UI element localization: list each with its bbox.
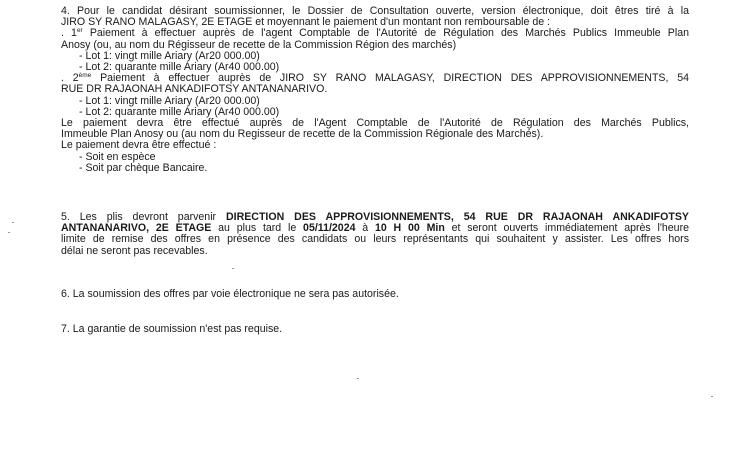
deadline-time: 10 H 00 Min <box>374 222 445 235</box>
deadline-prefix: au plus tard le <box>211 222 304 235</box>
payment-2-lot-1: - Lot 1: vingt mille Ariary (Ar20 000.00) <box>79 94 260 107</box>
scan-speck <box>711 396 713 397</box>
opening-text: et seront ouverts immédiatement après l'heure <box>444 222 689 235</box>
payment-2-lot-2: - Lot 2: quarante mille Ariary (Ar40 000.00) <box>79 105 280 118</box>
scan-speck <box>232 268 234 269</box>
payment-1-ordinal: er <box>76 27 83 35</box>
section-4-location: JIRO SY RANO MALAGASY, 2E ETAGE et moyennant le paiement d'un montant non remboursable de : <box>61 16 550 29</box>
payment-2-ordinal: ème <box>78 72 92 80</box>
payment-1-lot-2: - Lot 2: quarante mille Ariary (Ar40 000.00) <box>79 61 280 74</box>
delivery-address-city: ANTANANARIVO, 2E ETAGE <box>61 222 212 235</box>
payment-method-cheque: - Soit par chèque Bancaire. <box>79 161 208 174</box>
payment-method-heading: Le paiement devra être effectué : <box>61 139 217 152</box>
deadline-at: à <box>355 222 375 235</box>
payment-2-text: Paiement à effectuer auprès de JIRO SY RANO MALAGASY, DIRECTION DES APPROVISIONNEMENTS, 54 <box>91 72 690 85</box>
section-5-line-4: délai ne seront pas recevables. <box>61 244 208 257</box>
payment-method-cash: - Soit en espèce <box>79 150 156 163</box>
section-5-line-3: limite de remise des offres en présence des candidats ou leurs représentants qui souhaitent y assister. Les offres hors <box>61 233 689 246</box>
section-4 <box>61 6 689 174</box>
payment-2-continuation: RUE DR RAJAONAH ANKADIFOTSY ANTANANARIVO. <box>61 83 328 96</box>
section-7: 7. La garantie de soumission n'est pas requise. <box>61 323 283 335</box>
payment-1-continuation: Anosy (ou, au nom du Régisseur de recette de la Commission Région des marchés) <box>61 38 457 51</box>
deadline-date: 05/11/2024 <box>303 222 356 235</box>
section-4-intro: 4. Pour le candidat désirant soumissionner, le Dossier de Consultation ouverte, version électronique, doit êtres tiré à la <box>61 5 689 17</box>
payment-1-lot-1: - Lot 1: vingt mille Ariary (Ar20 000.00) <box>79 49 260 62</box>
payment-1-line <box>61 28 689 39</box>
scan-speck <box>12 222 14 223</box>
scan-speck <box>8 232 10 233</box>
payment-note: Le paiement devra être effectué auprès de l'Agent Comptable de l'Autorité de Régulation des Marchés Publics, <box>61 117 689 130</box>
payment-1-number: . 1 <box>61 27 77 40</box>
section-6: 6. La soumission des offres par voie électronique ne sera pas autorisée. <box>61 288 399 300</box>
payment-1-text: Paiement à effectuer auprès de l'agent Comptable de l'Autorité de Régulation des Marchés Publics Immeuble Plan <box>82 27 689 40</box>
section-5-intro: 5. Les plis devront parvenir <box>61 211 226 223</box>
payment-note-continuation: Immeuble Plan Anosy ou (au nom du Regisseur de recette de la Commission Régionale des Marchés). <box>61 128 544 141</box>
section-5 <box>61 212 689 257</box>
scan-speck <box>357 378 359 379</box>
payment-2-number: . 2 <box>61 72 79 85</box>
delivery-address: DIRECTION DES APPROVISIONNEMENTS, 54 RUE DR RAJAONAH ANKADIFOTSY <box>226 211 689 223</box>
